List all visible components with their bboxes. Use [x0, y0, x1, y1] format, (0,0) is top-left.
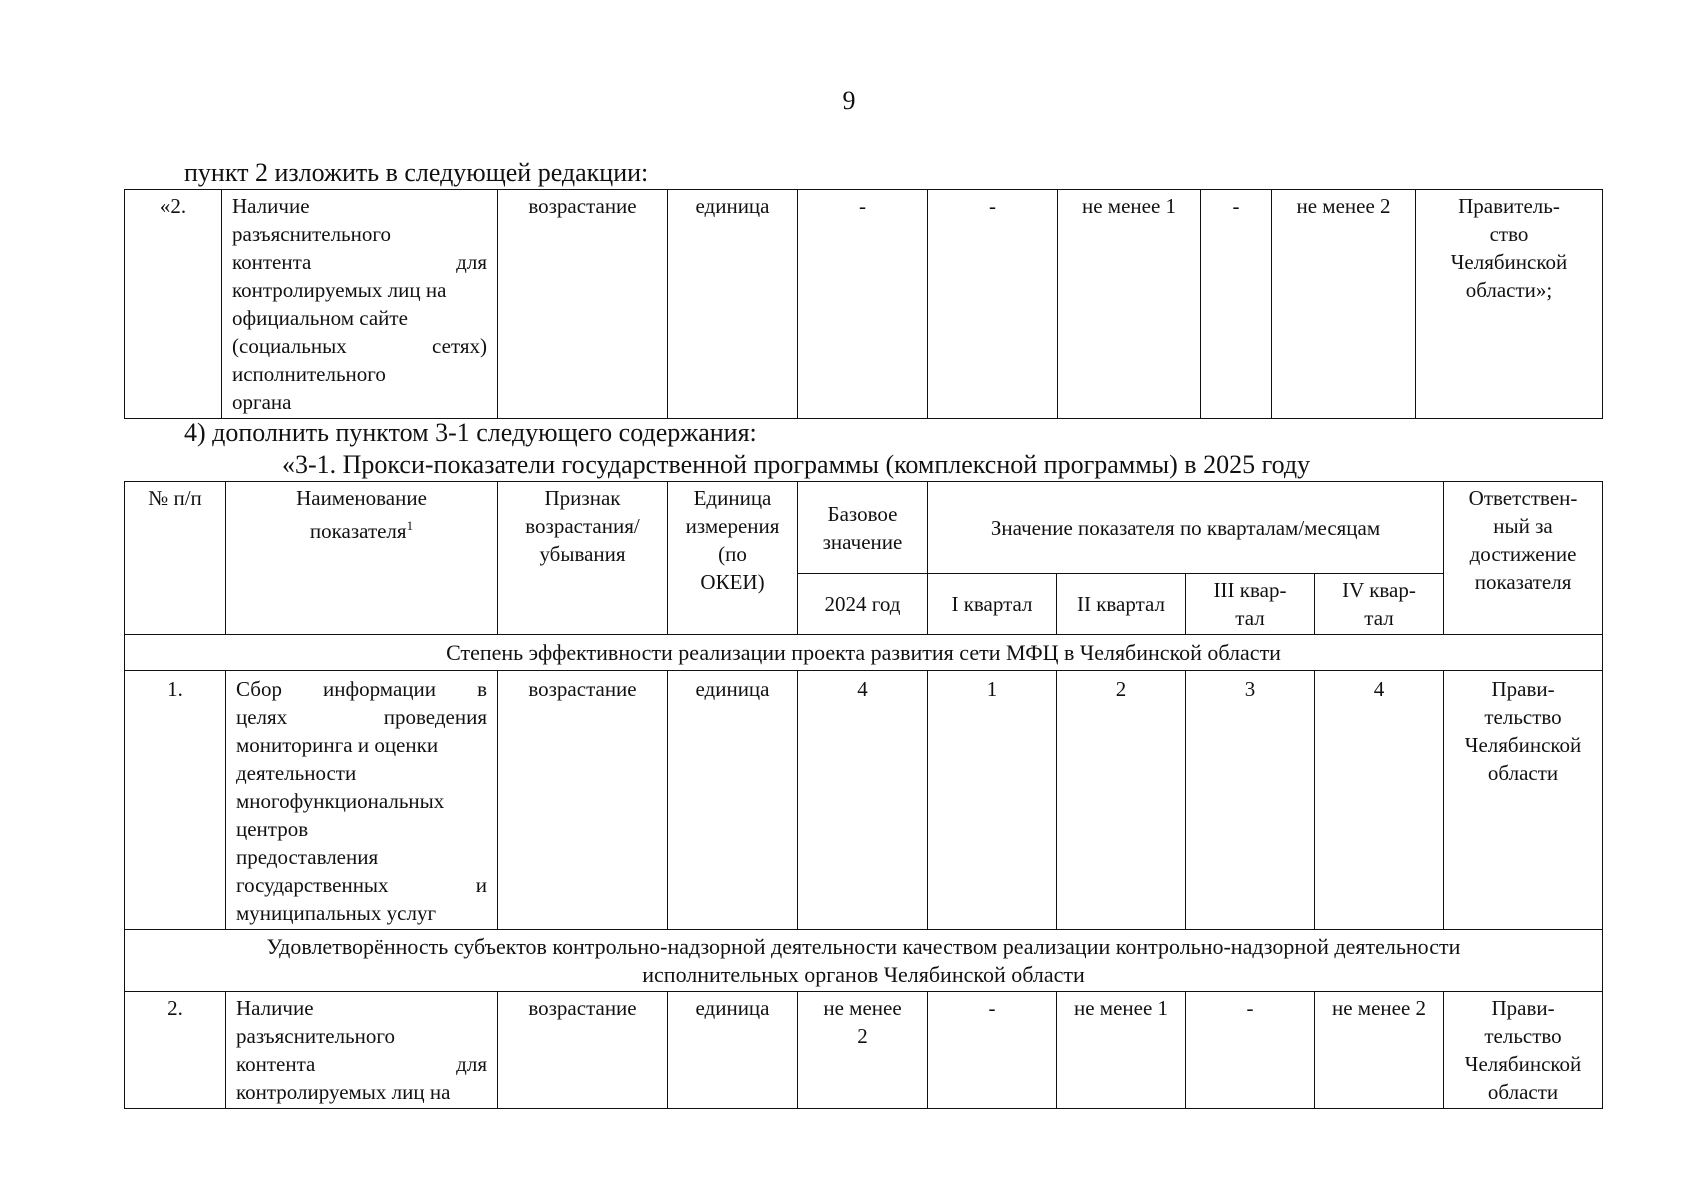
header-row [125, 482, 1603, 574]
indicator-name: Наличие разъяснительного контента для контролируемых лиц на официальном сайте (социальных сетях) исполнительного органа [222, 190, 498, 419]
table-row [125, 992, 1603, 1109]
header-number: № п/п [125, 482, 226, 635]
value-cell: - [928, 190, 1058, 419]
row-number: 1. [125, 671, 226, 930]
proxy-indicators-table [124, 481, 1603, 1109]
header-indicator-name: Наименование показателя$^1$ [226, 482, 498, 635]
header-q3: III квар- тал [1186, 574, 1315, 635]
section-row [125, 930, 1603, 992]
q4-cell: не менее 2 [1315, 992, 1444, 1109]
row-number: 2. [125, 992, 226, 1109]
value-cell: - [1201, 190, 1272, 419]
responsible-cell: Прави- тельство Челябинской области [1444, 992, 1603, 1109]
q3-cell: 3 [1186, 671, 1315, 930]
responsible-cell: Правитель- ство Челябинской области»; [1416, 190, 1603, 419]
table-row [125, 190, 1603, 419]
header-base-year: 2024 год [798, 574, 928, 635]
trend-cell: возрастание [498, 992, 668, 1109]
indicator-name: Сбор информации в целях проведения мониторинга и оценки деятельности многофункциональных центров предоставления государственных и муниципальных услуг [226, 671, 498, 930]
header-responsible: Ответствен- ный за достижение показателя [1444, 482, 1603, 635]
section-title-1: Степень эффективности реализации проекта развития сети МФЦ в Челябинской области [125, 635, 1603, 671]
section-row [125, 635, 1603, 671]
q3-cell: - [1186, 992, 1315, 1109]
q4-cell: 4 [1315, 671, 1444, 930]
header-trend: Признак возрастания/ убывания [498, 482, 668, 635]
indicator-name: Наличие разъяснительного контента для контролируемых лиц на [226, 992, 498, 1109]
table-title: «3-1. Прокси-показатели государственной программы (комплексной программы) в 2025 году [282, 450, 1311, 479]
unit-cell: единица [668, 671, 798, 930]
section-title-2: Удовлетворённость субъектов контрольно-надзорной деятельности качеством реализации контрольно-надзорной деятельности исполнительных органов Челябинской области [125, 930, 1603, 992]
value-cell: не менее 1 [1058, 190, 1201, 419]
header-quarters-group: Значение показателя по кварталам/месяцам [928, 482, 1444, 574]
unit-cell: единица [668, 190, 798, 419]
value-cell: - [798, 190, 928, 419]
value-cell: не менее 2 [1272, 190, 1416, 419]
unit-cell: единица [668, 992, 798, 1109]
header-q4: IV квар- тал [1315, 574, 1444, 635]
table-row [125, 671, 1603, 930]
trend-cell: возрастание [498, 671, 668, 930]
q1-cell: 1 [928, 671, 1057, 930]
header-base-value: Базовое значение [798, 482, 928, 574]
base-value-cell: не менее 2 [798, 992, 928, 1109]
header-q2: II квартал [1057, 574, 1186, 635]
q2-cell: 2 [1057, 671, 1186, 930]
amendment-intro-point-4: 4) дополнить пунктом 3-1 следующего содержания: [184, 418, 757, 447]
base-value-cell: 4 [798, 671, 928, 930]
q2-cell: не менее 1 [1057, 992, 1186, 1109]
amendment-intro-point-2: пункт 2 изложить в следующей редакции: [184, 158, 649, 187]
header-q1: I квартал [928, 574, 1057, 635]
row-number: «2. [125, 190, 222, 419]
responsible-cell: Прави- тельство Челябинской области [1444, 671, 1603, 930]
page-number: 9 [842, 86, 856, 115]
trend-cell: возрастание [498, 190, 668, 419]
indicator-table-1 [124, 189, 1603, 419]
header-unit: Единица измерения (по ОКЕИ) [668, 482, 798, 635]
q1-cell: - [928, 992, 1057, 1109]
